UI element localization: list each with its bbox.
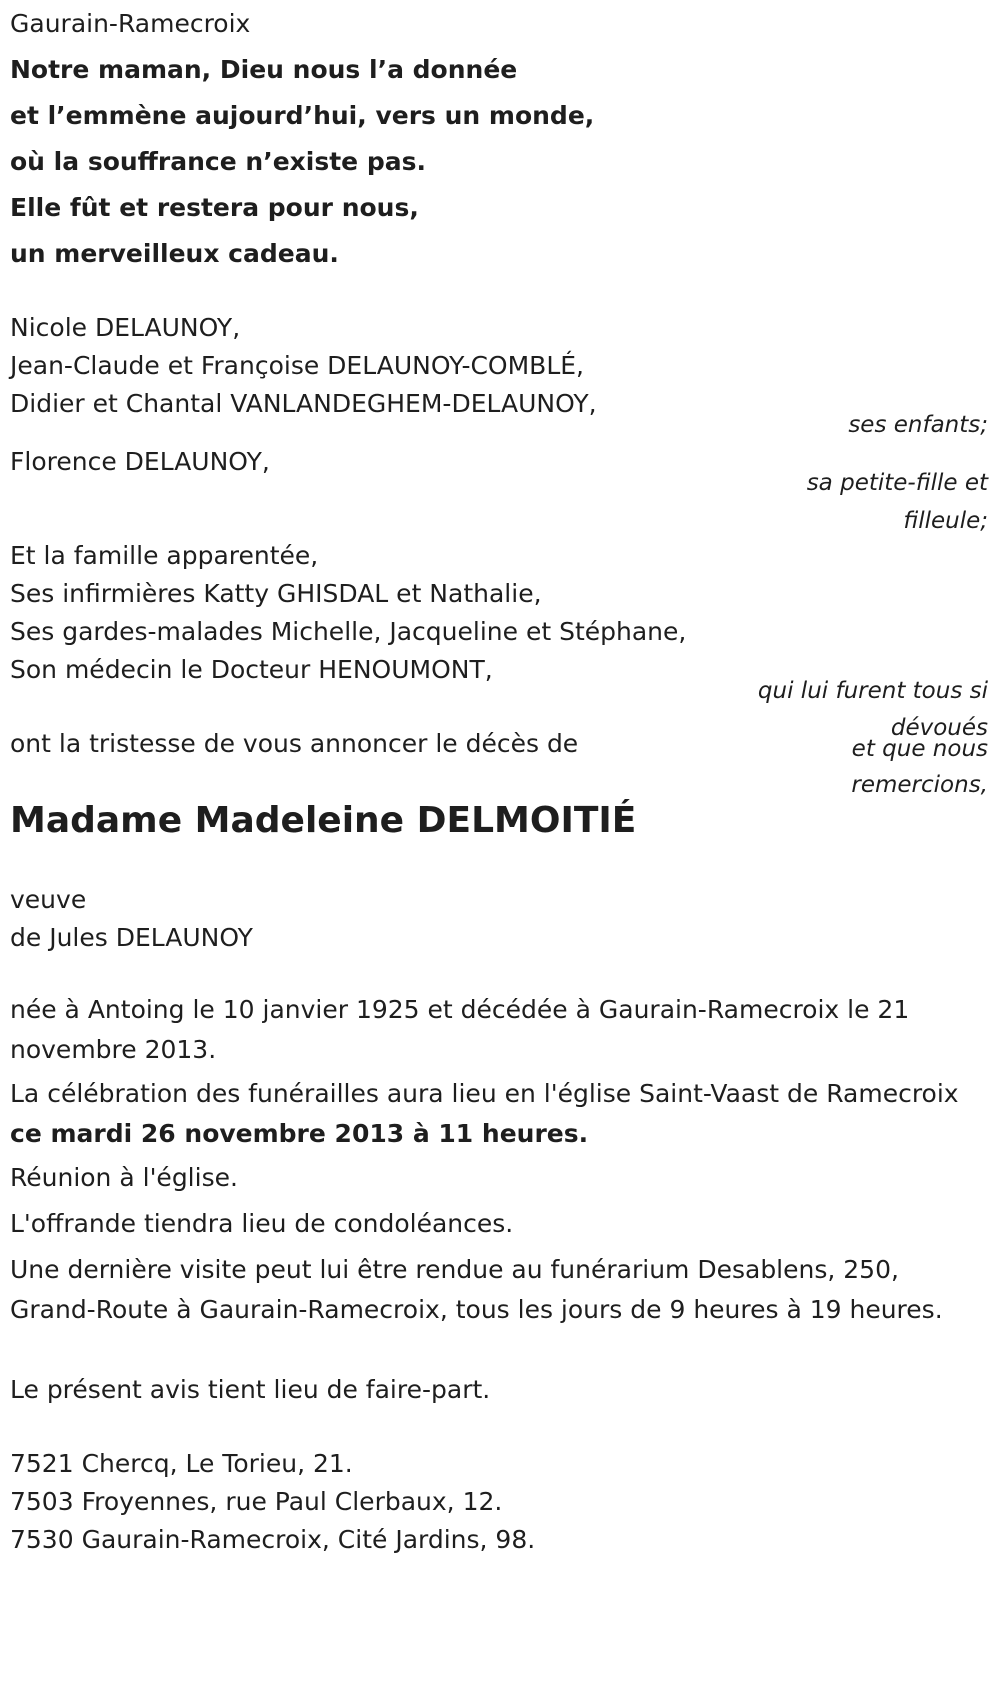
address-1: 7521 Chercq, Le Torieu, 21. [10, 1449, 353, 1478]
funeral-text: La célébration des funérailles aura lieu en l'église Saint-Vaast de Ramecroix [10, 1079, 959, 1108]
poem-line-2: et l’emmène aujourd’hui, vers un monde, [10, 101, 595, 130]
poem-line-5: un merveilleux cadeau. [10, 239, 339, 268]
address-3: 7530 Gaurain-Ramecroix, Cité Jardins, 98. [10, 1525, 536, 1554]
poem-line-3: où la souffrance n’existe pas. [10, 147, 426, 176]
family-4: Son médecin le Docteur HENOUMONT, [10, 655, 493, 684]
family-role-1: qui lui furent tous si [757, 678, 988, 704]
location-heading: Gaurain-Ramecroix [10, 9, 251, 38]
poem-line-4: Elle fût et restera pour nous, [10, 193, 419, 222]
funeral-paragraph [10, 1074, 970, 1154]
child-2: Jean-Claude et Françoise DELAUNOY-COMBLÉ, [10, 351, 584, 380]
family-role-3: et que nous [851, 736, 988, 762]
child-1: Nicole DELAUNOY, [10, 313, 241, 342]
family-1: Et la famille apparentée, [10, 541, 319, 570]
notice-paragraph: Le présent avis tient lieu de faire-part. [10, 1375, 491, 1404]
family-3: Ses gardes-malades Michelle, Jacqueline et Stéphane, [10, 617, 687, 646]
granddaughter: Florence DELAUNOY, [10, 447, 270, 476]
announcement: ont la tristesse de vous annoncer le décès de [10, 729, 579, 758]
poem-line-1: Notre maman, Dieu nous l’a donnée [10, 55, 518, 84]
visit-paragraph: Une dernière visite peut lui être rendue au funérarium Desablens, 250, Grand-Route à Gaurain-Ramecroix, tous les jours de 9 heures à 19 heures. [10, 1255, 943, 1324]
granddaughter-role-1: sa petite-fille et [806, 470, 988, 496]
granddaughter-role-2: filleule; [903, 508, 988, 534]
children-role: ses enfants; [848, 412, 988, 438]
address-2: 7503 Froyennes, rue Paul Clerbaux, 12. [10, 1487, 503, 1516]
funeral-date: ce mardi 26 novembre 2013 à 11 heures. [10, 1119, 589, 1148]
family-2: Ses infirmières Katty GHISDAL et Nathalie, [10, 579, 542, 608]
birth-death-paragraph: née à Antoing le 10 janvier 1925 et décédée à Gaurain-Ramecroix le 21 novembre 2013. [10, 995, 910, 1064]
family-role-4: remercions, [851, 772, 988, 798]
spouse-line-2: de Jules DELAUNOY [10, 923, 253, 952]
child-3: Didier et Chantal VANLANDEGHEM-DELAUNOY, [10, 389, 597, 418]
deceased-name: Madame Madeleine DELMOITIÉ [10, 800, 637, 841]
spouse-line-1: veuve [10, 885, 87, 914]
family-role-2: dévoués [890, 715, 988, 741]
meeting-paragraph: Réunion à l'église. [10, 1163, 238, 1192]
offering-paragraph: L'offrande tiendra lieu de condoléances. [10, 1209, 514, 1238]
